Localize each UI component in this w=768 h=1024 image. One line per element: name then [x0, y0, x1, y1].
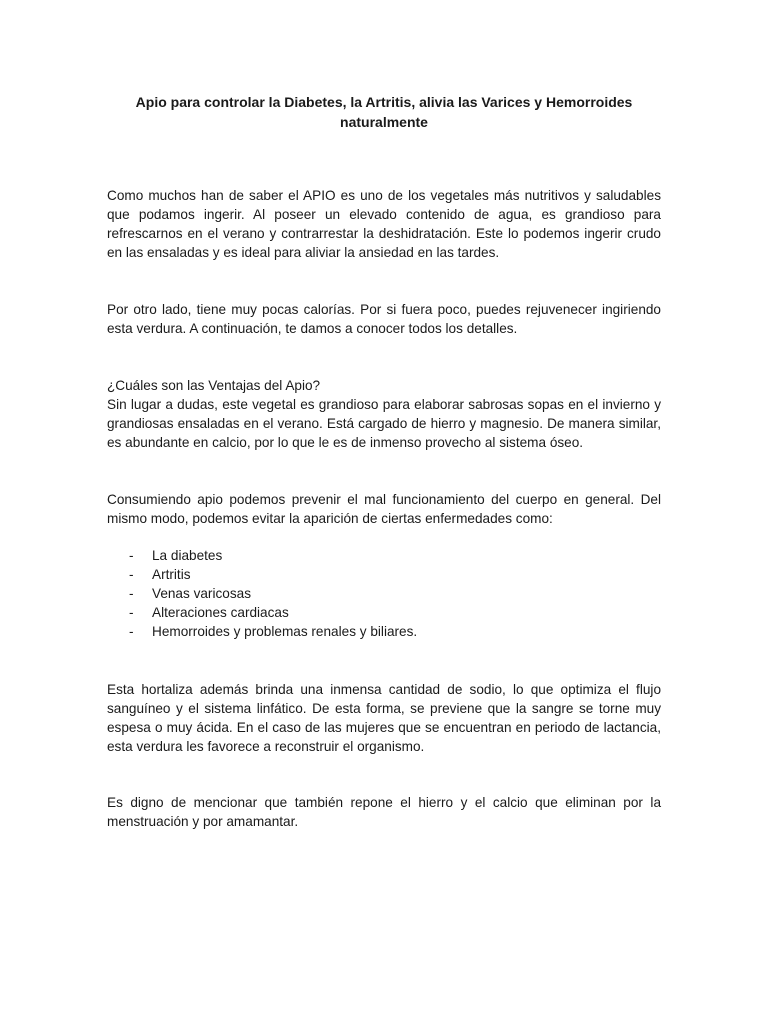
list-item-text: Hemorroides y problemas renales y biliares.: [152, 624, 418, 639]
list-item-text: Venas varicosas: [152, 586, 251, 601]
list-item-text: Alteraciones cardiacas: [152, 605, 289, 620]
list-item-text: Artritis: [152, 567, 191, 582]
disease-list: [107, 546, 661, 641]
list-dash: -: [129, 586, 134, 601]
section-heading: ¿Cuáles son las Ventajas del Apio?: [107, 378, 321, 393]
paragraph-iron: Es digno de mencionar que también repone el hierro y el calcio que eliminan por la menstruación y por amamantar.: [107, 795, 661, 829]
paragraph-benefits: Sin lugar a dudas, este vegetal es grandioso para elaborar sabrosas sopas en el invierno y grandiosas ensaladas en el verano. Está cargado de hierro y magnesio. De manera similar, es abundante en calcio, por lo que le es de inmenso provecho al sistema óseo.: [107, 397, 661, 450]
paragraph-calories: Por otro lado, tiene muy pocas calorías. Por si fuera poco, puedes rejuvenecer ingiriendo esta verdura. A continuación, te damos a conocer todos los detalles.: [107, 302, 661, 336]
list-item: [107, 565, 661, 584]
list-dash: -: [129, 567, 134, 582]
paragraph-sodium: Esta hortaliza además brinda una inmensa cantidad de sodio, lo que optimiza el flujo sanguíneo y el sistema linfático. De esta forma, se previene que la sangre se torne muy espesa o muy ácida. En el caso de las mujeres que se encuentran en periodo de lactancia, esta verdura les favorece a reconstruir el organismo.: [107, 682, 661, 754]
list-item: [107, 603, 661, 622]
list-dash: -: [129, 605, 134, 620]
list-item: [107, 622, 661, 641]
list-dash: -: [129, 548, 134, 563]
document-title: Apio para controlar la Diabetes, la Artritis, alivia las Varices y Hemorroides naturalmente: [135, 94, 633, 130]
paragraph-intro: Como muchos han de saber el APIO es uno de los vegetales más nutritivos y saludables que podamos ingerir. Al poseer un elevado contenido de agua, es grandioso para refrescarnos en el verano y contrarrestar la deshidratación. Este lo podemos ingerir crudo en las ensaladas y es ideal para aliviar la ansiedad en las tardes.: [107, 188, 661, 260]
list-item: [107, 546, 661, 565]
section-benefits: [107, 376, 661, 452]
list-item: [107, 584, 661, 603]
list-item-text: La diabetes: [152, 548, 223, 563]
list-dash: -: [129, 624, 134, 639]
paragraph-prevention: Consumiendo apio podemos prevenir el mal funcionamiento del cuerpo en general. Del mismo modo, podemos evitar la aparición de ciertas enfermedades como:: [107, 492, 661, 526]
